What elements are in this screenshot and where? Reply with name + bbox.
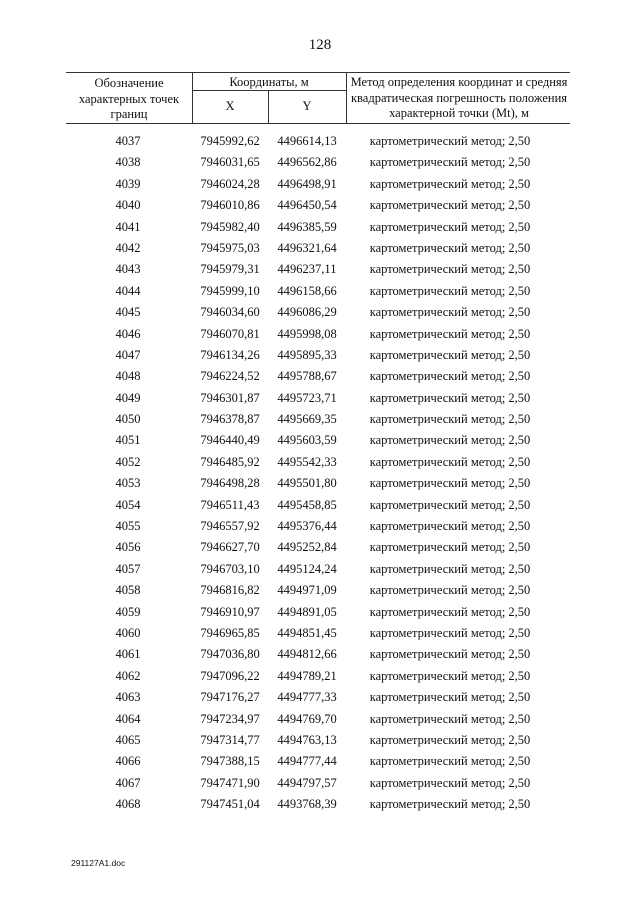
point-id-cell: 4059 [115,604,141,619]
table-row [0,430,640,451]
method-cell: картометрический метод; 2,50 [369,604,531,619]
x-coordinate-cell: 7946224,52 [200,369,260,384]
method-cell: картометрический метод; 2,50 [369,326,531,341]
y-coordinate-cell: 4494797,57 [277,775,337,790]
y-coordinate-cell: 4494769,70 [277,711,337,726]
point-id-cell: 4061 [115,647,141,662]
table-row [0,537,640,558]
header-y: Y [302,99,312,113]
table-row [0,259,640,280]
method-cell: картометрический метод; 2,50 [369,305,531,320]
point-id-cell: 4053 [115,476,141,491]
method-cell: картометрический метод; 2,50 [369,390,531,405]
table-row [0,516,640,537]
header-divider-2 [346,72,347,123]
table-row [0,751,640,772]
method-cell: картометрический метод; 2,50 [369,711,531,726]
y-coordinate-cell: 4495998,08 [277,326,337,341]
y-coordinate-cell: 4496450,54 [277,198,337,213]
table-row [0,644,640,665]
y-coordinate-cell: 4495895,33 [277,347,337,362]
method-cell: картометрический метод; 2,50 [369,155,531,170]
point-id-cell: 4051 [115,433,141,448]
method-cell: картометрический метод; 2,50 [369,219,531,234]
y-coordinate-cell: 4494971,09 [277,583,337,598]
x-coordinate-cell: 7946703,10 [200,561,260,576]
method-cell: картометрический метод; 2,50 [369,240,531,255]
y-coordinate-cell: 4494891,05 [277,604,337,619]
y-coordinate-cell: 4495542,33 [277,454,337,469]
y-coordinate-cell: 4495376,44 [277,519,337,534]
header-bottom-border [66,123,570,124]
x-coordinate-cell: 7945975,03 [200,240,260,255]
y-coordinate-cell: 4494851,45 [277,625,337,640]
point-id-cell: 4046 [115,326,141,341]
point-id-cell: 4067 [115,775,141,790]
table-row [0,623,640,644]
x-coordinate-cell: 7946010,86 [200,198,260,213]
method-cell: картометрический метод; 2,50 [369,412,531,427]
table-row [0,388,640,409]
table-row [0,495,640,516]
point-id-cell: 4040 [115,198,141,213]
method-cell: картометрический метод; 2,50 [369,198,531,213]
point-id-cell: 4041 [115,219,141,234]
header-x: X [225,99,235,113]
y-coordinate-cell: 4496086,29 [277,305,337,320]
method-cell: картометрический метод; 2,50 [369,262,531,277]
y-coordinate-cell: 4496498,91 [277,176,337,191]
method-cell: картометрический метод; 2,50 [369,540,531,555]
x-coordinate-cell: 7946485,92 [200,454,260,469]
table-row [0,580,640,601]
method-cell: картометрический метод; 2,50 [369,347,531,362]
table-row [0,174,640,195]
y-coordinate-cell: 4494763,13 [277,732,337,747]
y-coordinate-cell: 4496158,66 [277,283,337,298]
x-coordinate-cell: 7947388,15 [200,754,260,769]
table-row [0,366,640,387]
y-coordinate-cell: 4494777,33 [277,690,337,705]
point-id-cell: 4038 [115,155,141,170]
y-coordinate-cell: 4496237,11 [277,262,337,277]
header-method: Метод определения координат и средняя квадратическая погрешность положения характерной точки (Mt), м [350,75,568,120]
point-id-cell: 4060 [115,625,141,640]
x-coordinate-cell: 7945982,40 [200,219,260,234]
method-cell: картометрический метод; 2,50 [369,690,531,705]
x-coordinate-cell: 7946134,26 [200,347,260,362]
table-row [0,131,640,152]
y-coordinate-cell: 4495252,84 [277,540,337,555]
table-row [0,217,640,238]
method-cell: картометрический метод; 2,50 [369,561,531,576]
table-row [0,602,640,623]
point-id-cell: 4058 [115,583,141,598]
table-row [0,409,640,430]
x-coordinate-cell: 7946024,28 [200,176,260,191]
point-id-cell: 4042 [115,240,141,255]
table-row [0,773,640,794]
point-id-cell: 4062 [115,668,141,683]
y-coordinate-cell: 4495788,67 [277,369,337,384]
y-coordinate-cell: 4495458,85 [277,497,337,512]
table-row [0,559,640,580]
page-number: 128 [308,37,332,53]
table-row [0,687,640,708]
point-id-cell: 4054 [115,497,141,512]
method-cell: картометрический метод; 2,50 [369,519,531,534]
method-cell: картометрический метод; 2,50 [369,732,531,747]
x-coordinate-cell: 7946498,28 [200,476,260,491]
point-id-cell: 4045 [115,305,141,320]
y-coordinate-cell: 4496614,13 [277,134,337,148]
method-cell: картометрический метод; 2,50 [369,647,531,662]
point-id-cell: 4056 [115,540,141,555]
point-id-cell: 4044 [115,283,141,298]
y-coordinate-cell: 4494777,44 [277,754,337,769]
y-coordinate-cell: 4493768,39 [277,797,337,812]
x-coordinate-cell: 7946070,81 [200,326,260,341]
table-row [0,281,640,302]
footer-filename: 291127A1.doc [71,858,126,868]
table-body [0,131,640,816]
table-row [0,452,640,473]
point-id-cell: 4052 [115,454,141,469]
x-coordinate-cell: 7947176,27 [200,690,260,705]
point-id-cell: 4043 [115,262,141,277]
table-row [0,666,640,687]
method-cell: картометрический метод; 2,50 [369,754,531,769]
table-row [0,238,640,259]
point-id-cell: 4066 [115,754,141,769]
method-cell: картометрический метод; 2,50 [369,454,531,469]
table-row [0,794,640,815]
point-id-cell: 4064 [115,711,141,726]
x-coordinate-cell: 7946816,82 [200,583,260,598]
x-coordinate-cell: 7946301,87 [200,390,260,405]
method-cell: картометрический метод; 2,50 [369,476,531,491]
point-id-cell: 4037 [115,134,141,148]
point-id-cell: 4055 [115,519,141,534]
point-id-cell: 4065 [115,732,141,747]
x-coordinate-cell: 7946557,92 [200,519,260,534]
x-coordinate-cell: 7946031,65 [200,155,260,170]
x-coordinate-cell: 7946965,85 [200,625,260,640]
table-row [0,345,640,366]
point-id-cell: 4047 [115,347,141,362]
table-row [0,730,640,751]
x-coordinate-cell: 7946511,43 [200,497,260,512]
x-coordinate-cell: 7947314,77 [200,732,260,747]
point-id-cell: 4039 [115,176,141,191]
y-coordinate-cell: 4495603,59 [277,433,337,448]
point-id-cell: 4050 [115,412,141,427]
y-coordinate-cell: 4496321,64 [277,240,337,255]
method-cell: картометрический метод; 2,50 [369,583,531,598]
point-id-cell: 4048 [115,369,141,384]
y-coordinate-cell: 4494789,21 [277,668,337,683]
method-cell: картометрический метод; 2,50 [369,625,531,640]
point-id-cell: 4063 [115,690,141,705]
x-coordinate-cell: 7946440,49 [200,433,260,448]
y-coordinate-cell: 4496562,86 [277,155,337,170]
method-cell: картометрический метод; 2,50 [369,283,531,298]
y-coordinate-cell: 4495124,24 [277,561,337,576]
method-cell: картометрический метод; 2,50 [369,668,531,683]
y-coordinate-cell: 4494812,66 [277,647,337,662]
method-cell: картометрический метод; 2,50 [369,433,531,448]
y-coordinate-cell: 4495723,71 [277,390,337,405]
point-id-cell: 4057 [115,561,141,576]
method-cell: картометрический метод; 2,50 [369,134,531,148]
table-row [0,195,640,216]
method-cell: картометрический метод; 2,50 [369,369,531,384]
table-row [0,473,640,494]
x-coordinate-cell: 7947096,22 [200,668,260,683]
y-coordinate-cell: 4496385,59 [277,219,337,234]
x-coordinate-cell: 7947036,80 [200,647,260,662]
x-coordinate-cell: 7945979,31 [200,262,260,277]
method-cell: картометрический метод; 2,50 [369,176,531,191]
x-coordinate-cell: 7947234,97 [200,711,260,726]
header-coordinates: Координаты, м [229,75,309,89]
x-coordinate-cell: 7946627,70 [200,540,260,555]
method-cell: картометрический метод; 2,50 [369,497,531,512]
point-id-cell: 4068 [115,797,141,812]
header-point-id: Обозначение характерных точек границ [78,76,180,121]
x-coordinate-cell: 7945992,62 [200,134,260,148]
point-id-cell: 4049 [115,390,141,405]
y-coordinate-cell: 4495669,35 [277,412,337,427]
method-cell: картометрический метод; 2,50 [369,797,531,812]
y-coordinate-cell: 4495501,80 [277,476,337,491]
table-row [0,302,640,323]
x-coordinate-cell: 7946910,97 [200,604,260,619]
table-top-border [66,72,570,73]
x-coordinate-cell: 7946378,87 [200,412,260,427]
x-coordinate-cell: 7947451,04 [200,797,260,812]
x-coordinate-cell: 7946034,60 [200,305,260,320]
table-row [0,324,640,345]
table-row [0,152,640,173]
table-row [0,709,640,730]
x-coordinate-cell: 7945999,10 [200,283,260,298]
method-cell: картометрический метод; 2,50 [369,775,531,790]
x-coordinate-cell: 7947471,90 [200,775,260,790]
